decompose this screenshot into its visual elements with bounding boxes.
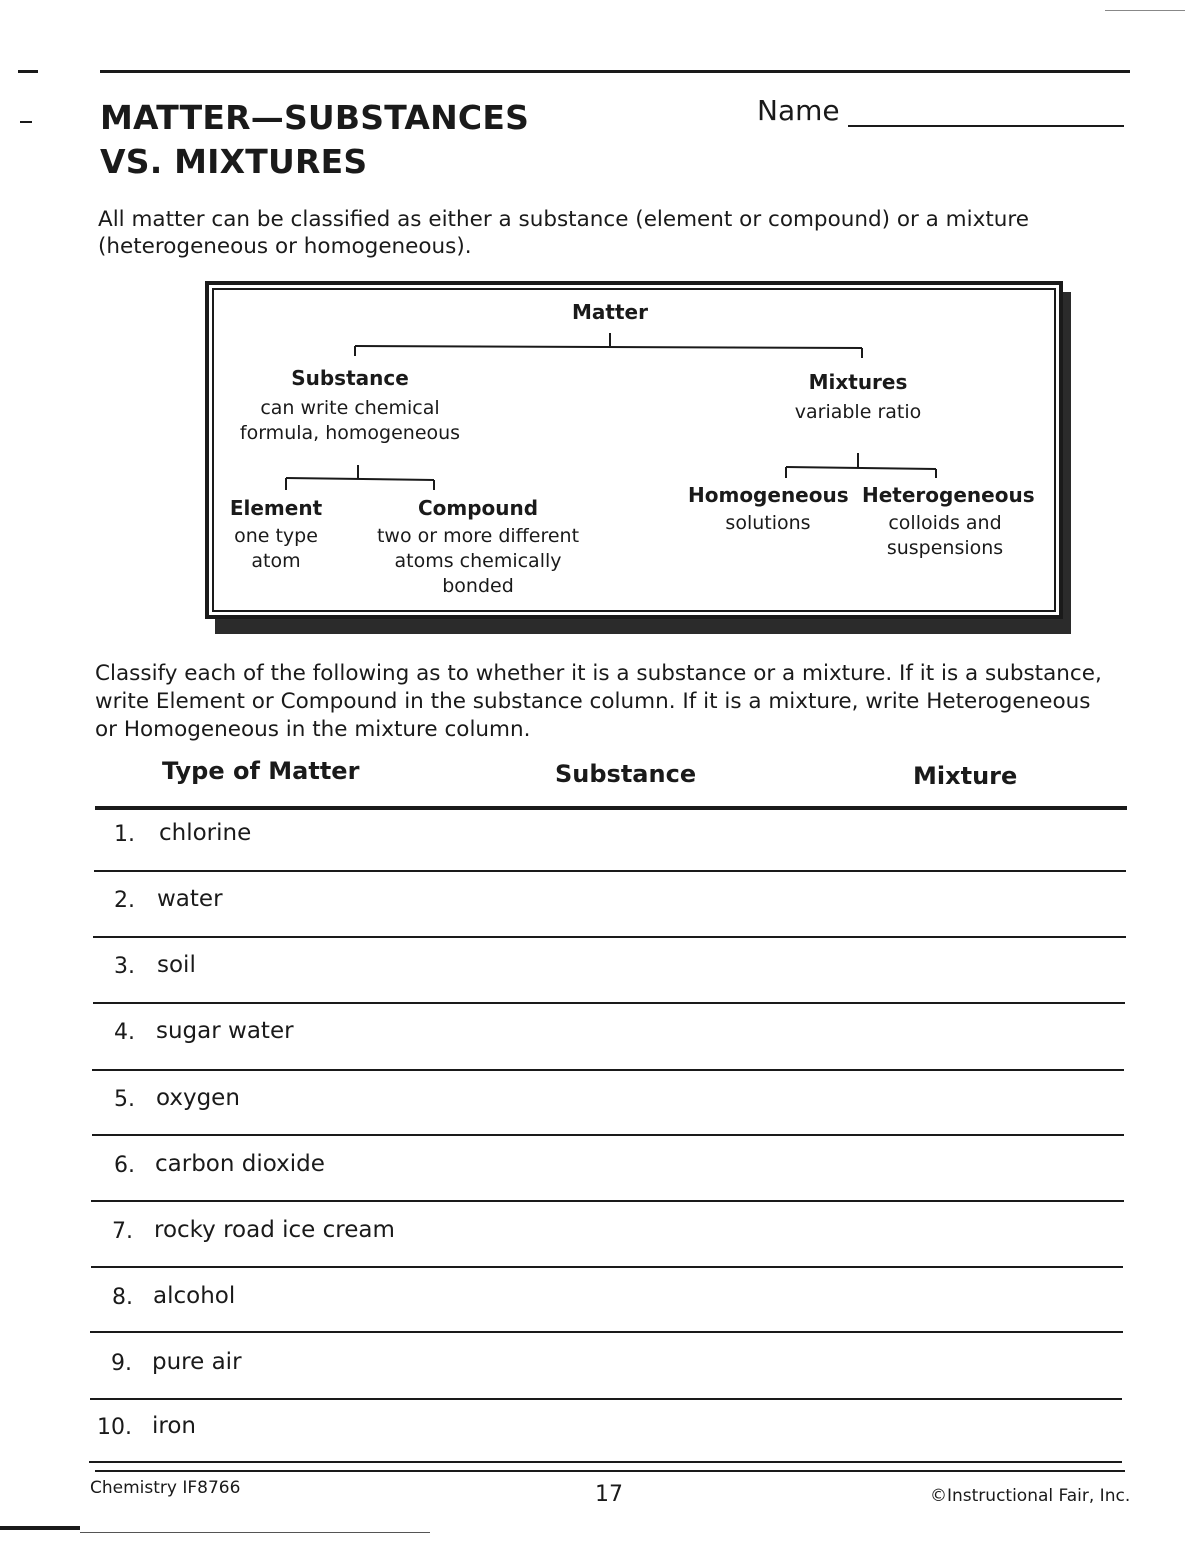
column-header-type: Type of Matter bbox=[162, 757, 360, 785]
row-rule bbox=[94, 870, 1126, 872]
node-element bbox=[220, 496, 332, 574]
row-item: oxygen bbox=[156, 1085, 240, 1111]
row-rule bbox=[90, 1398, 1122, 1400]
row-number: 8. bbox=[112, 1285, 133, 1310]
row-rule bbox=[93, 936, 1126, 938]
row-rule bbox=[92, 1134, 1124, 1136]
row-number: 2. bbox=[114, 888, 135, 913]
scan-edge-mark bbox=[0, 1526, 80, 1530]
table-row[interactable] bbox=[95, 884, 1125, 940]
table-row[interactable] bbox=[95, 1149, 1125, 1205]
node-mixtures-desc: variable ratio bbox=[794, 401, 922, 423]
table-row[interactable] bbox=[95, 818, 1125, 874]
row-number: 9. bbox=[111, 1351, 132, 1376]
row-rule bbox=[91, 1200, 1124, 1202]
node-mixtures bbox=[758, 370, 958, 425]
node-compound-title: Compound bbox=[417, 496, 539, 520]
node-compound-desc-3: bonded bbox=[442, 575, 514, 597]
row-number: 3. bbox=[114, 954, 135, 979]
scan-edge-mark bbox=[80, 1532, 430, 1533]
table-row[interactable] bbox=[95, 1347, 1125, 1403]
node-matter: Matter bbox=[572, 300, 648, 324]
node-heterogeneous-title: Heterogeneous bbox=[862, 483, 1035, 507]
column-header-mixture: Mixture bbox=[913, 762, 1018, 790]
row-item: chlorine bbox=[159, 820, 252, 846]
table-header-rule bbox=[95, 806, 1127, 810]
table-row[interactable] bbox=[95, 1083, 1125, 1139]
name-label: Name bbox=[757, 94, 840, 127]
row-number: 4. bbox=[114, 1020, 135, 1045]
row-item: sugar water bbox=[156, 1018, 294, 1044]
row-item: pure air bbox=[152, 1349, 242, 1375]
node-substance-desc-2: formula, homogeneous bbox=[239, 422, 461, 444]
footer-rule bbox=[95, 1470, 1125, 1472]
node-heterogeneous-desc-2: suspensions bbox=[886, 537, 1004, 559]
row-rule bbox=[91, 1266, 1123, 1268]
title-line-2: VS. MIXTURES bbox=[100, 142, 368, 181]
node-homogeneous-title: Homogeneous bbox=[688, 483, 849, 507]
row-number: 5. bbox=[114, 1087, 135, 1112]
instructions-text: Classify each of the following as to whether it is a substance or a mixture. If it is a substance, write Element or Compound in the substance column. If it is a mixture, write Heterogeneous or Homogeneous in the mixture column. bbox=[95, 661, 1102, 742]
node-heterogeneous bbox=[862, 483, 1035, 561]
node-compound bbox=[358, 496, 598, 599]
node-homogeneous bbox=[688, 483, 848, 536]
node-compound-desc-2: atoms chemically bbox=[394, 550, 562, 572]
node-compound-desc-1: two or more different bbox=[376, 525, 580, 547]
footer-copyright: ©Instructional Fair, Inc. bbox=[930, 1486, 1131, 1506]
table-row[interactable] bbox=[95, 950, 1125, 1006]
node-substance-title: Substance bbox=[291, 366, 409, 390]
row-item: carbon dioxide bbox=[155, 1151, 325, 1177]
row-item: alcohol bbox=[153, 1283, 236, 1309]
node-substance-desc-1: can write chemical bbox=[260, 397, 440, 419]
row-number: 10. bbox=[97, 1415, 132, 1440]
table-row[interactable] bbox=[95, 1016, 1125, 1072]
row-rule bbox=[92, 1069, 1124, 1071]
row-item: water bbox=[157, 886, 223, 912]
row-number: 6. bbox=[114, 1153, 135, 1178]
page-number: 17 bbox=[595, 1482, 623, 1507]
row-item: iron bbox=[152, 1413, 196, 1439]
title-line-1: MATTER—SUBSTANCES bbox=[100, 98, 530, 137]
row-rule bbox=[90, 1331, 1123, 1333]
row-item: soil bbox=[157, 952, 196, 978]
node-heterogeneous-desc-1: colloids and bbox=[888, 512, 1002, 534]
node-homogeneous-desc: solutions bbox=[725, 512, 811, 534]
row-number: 1. bbox=[114, 822, 135, 847]
scan-edge-mark bbox=[1105, 10, 1185, 11]
column-header-substance: Substance bbox=[555, 760, 697, 788]
node-substance bbox=[220, 366, 480, 446]
row-rule bbox=[93, 1002, 1125, 1004]
row-item: rocky road ice cream bbox=[154, 1217, 395, 1243]
node-element-title: Element bbox=[229, 496, 323, 520]
row-rule bbox=[89, 1461, 1122, 1463]
table-row[interactable] bbox=[95, 1215, 1125, 1271]
intro-text: All matter can be classified as either a substance (element or compound) or a mixture (heterogeneous or homogeneous). bbox=[98, 207, 1029, 259]
table-row[interactable] bbox=[95, 1281, 1125, 1337]
table-row[interactable] bbox=[95, 1411, 1125, 1465]
row-number: 7. bbox=[112, 1219, 133, 1244]
node-element-desc-1: one type bbox=[234, 525, 318, 547]
node-element-desc-2: atom bbox=[251, 550, 301, 572]
node-mixtures-title: Mixtures bbox=[808, 370, 908, 394]
footer-book-code: Chemistry IF8766 bbox=[90, 1478, 241, 1498]
